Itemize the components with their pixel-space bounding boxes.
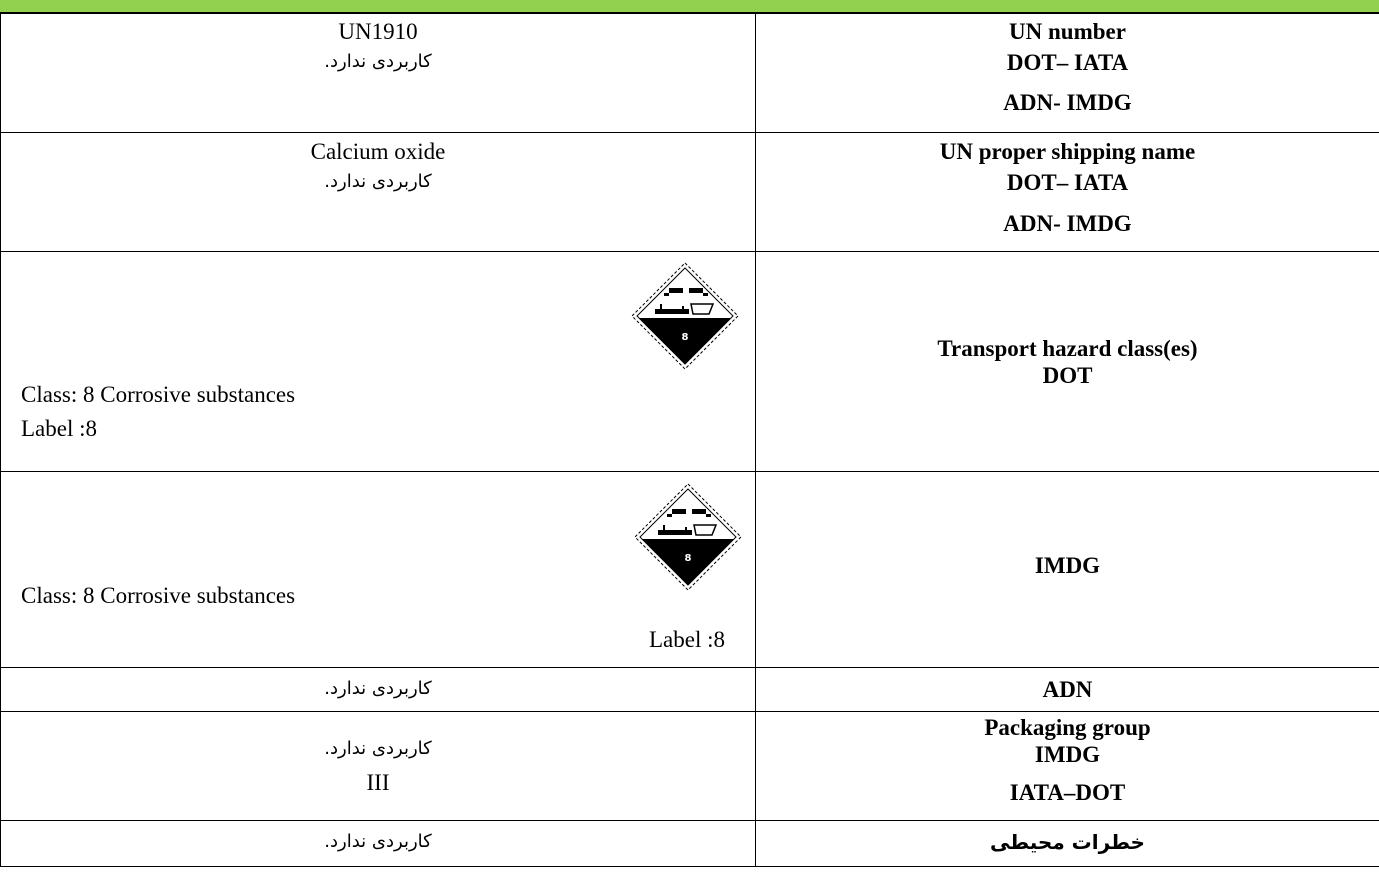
section-header	[0, 0, 1379, 14]
svg-text:8: 8	[681, 332, 689, 343]
not-applicable-text: کاربردی ندارد.	[324, 738, 432, 759]
row-label: UN number	[1009, 19, 1126, 44]
label-cell	[756, 252, 1379, 472]
row-label: Transport hazard class(es)	[937, 336, 1198, 361]
table-row	[1, 252, 1379, 472]
value-cell	[1, 252, 756, 472]
un-number-value: UN1910	[338, 19, 418, 44]
table-row	[1, 133, 1379, 252]
row-label: Packaging group	[984, 715, 1151, 740]
row-sublabel: DOT	[1042, 363, 1093, 388]
table-row	[1, 14, 1379, 133]
shipping-name-value: Calcium oxide	[310, 139, 446, 164]
not-applicable-text: کاربردی ندارد.	[324, 831, 432, 852]
hazard-label-text: Label :8	[21, 416, 97, 441]
label-cell	[756, 668, 1379, 712]
hazard-class-text: Class: 8 Corrosive substances	[21, 583, 296, 608]
label-cell	[756, 14, 1379, 133]
row-label: خطرات محیطی	[990, 830, 1145, 854]
transport-info-table	[0, 13, 1379, 867]
hazard-label-text: Label :8	[649, 627, 725, 652]
packaging-group-value: III	[366, 770, 390, 795]
label-cell	[756, 472, 1379, 668]
not-applicable-text: کاربردی ندارد.	[324, 678, 432, 699]
row-sublabel: DOT– IATA	[1006, 170, 1129, 195]
row-sublabel: ADN- IMDG	[1003, 211, 1132, 236]
label-cell	[756, 821, 1379, 867]
row-sublabel: IATA–DOT	[1009, 780, 1126, 805]
table-row	[1, 712, 1379, 821]
corrosive-class-8-icon	[631, 262, 739, 376]
table-row	[1, 821, 1379, 867]
value-cell	[1, 821, 756, 867]
row-label: ADN	[1042, 677, 1093, 702]
not-applicable-text: کاربردی ندارد.	[324, 51, 432, 72]
row-sublabel: ADN- IMDG	[1003, 90, 1132, 115]
table-row	[1, 668, 1379, 712]
row-label: UN proper shipping name	[939, 139, 1196, 164]
corrosive-class-8-icon	[634, 483, 742, 597]
svg-text:8: 8	[684, 553, 692, 564]
value-cell	[1, 472, 756, 668]
row-sublabel: IMDG	[1034, 742, 1101, 767]
label-cell	[756, 712, 1379, 821]
value-cell	[1, 14, 756, 133]
row-sublabel: DOT– IATA	[1006, 50, 1129, 75]
value-cell	[1, 712, 756, 821]
value-cell	[1, 668, 756, 712]
row-label: IMDG	[1034, 553, 1101, 578]
not-applicable-text: کاربردی ندارد.	[324, 171, 432, 192]
hazard-class-text: Class: 8 Corrosive substances	[21, 382, 296, 407]
label-cell	[756, 133, 1379, 252]
value-cell	[1, 133, 756, 252]
table-row	[1, 472, 1379, 668]
